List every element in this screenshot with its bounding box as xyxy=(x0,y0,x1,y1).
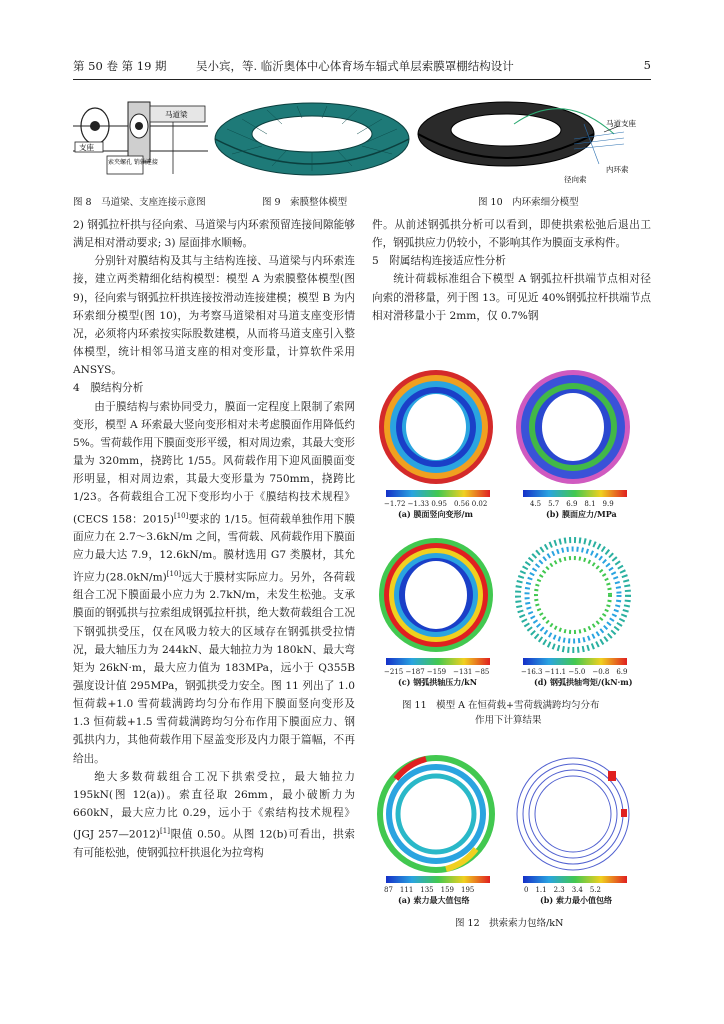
figure-12-caption: 图 12 拱索索力包络/kN xyxy=(455,918,564,929)
paragraph: 由于膜结构与索协同受力，膜面一定程度上限制了索网变形，模型 A 环索最大竖向变形相对未考虑膜面作用降低约 5%。雪荷载作用下膜面变形平缓，相对周边索，其最大变形量为 320mm，挠跨比 1/55。风荷载作用下迎风面膜面变形明显，相对周边索，其最大变形量为 750mm，挠跨比 1/23。各荷载组合工况下变形均小于《膜结构技术规程》(CECS 158：2015)[10]要求的 1/15。恒荷载单独作用下膜面应力在 2.7～3.6kN/m 之间，雪荷载、风荷载作用下膜面应力最大达 7.9，12.6kN/m。膜材选用 G7 类膜材，其允许应力(28.0kN/m)[10]远大于膜材实际应力。另外，各荷载组合工况下膜面最小应力为 2.7kN/m，未发生松弛。支承膜面的钢弧拱与拉索组成钢弧拉杆拱，绝大数荷载组合工况下钢弧拱受压，仅在风吸力较大的区域存在钢弧拱受拉情况，最大轴压力为 244kN、最大轴拉力为 180kN、最大弯矩为 26kN·m，最大应力值为 183MPa，远小于 Q355B 强度设计值 295MPa，钢弧拱受力安全。图 11 列出了 1.0 恒荷载+1.0 雪荷载满跨均匀分布作用下膜面竖向变形及 1.3 恒荷载+1.5 雪荷载满跨均匀分布作用下膜面应力、钢弧拱内力，其他荷载作用下屋盖变形及内力限于篇幅，不再给出。 xyxy=(73,400,355,765)
fig11b-ticks: 4.5 5.7 6.9 8.1 9.9 xyxy=(530,500,614,508)
figure-8-diagram xyxy=(73,96,208,176)
fig11d-ticks: −16.3 −11.1 −5.0 −0.8 6.9 xyxy=(521,668,628,676)
left-column xyxy=(73,216,355,862)
fig11b-label: (b) 膜面应力/MPa xyxy=(546,509,617,519)
fig12b-envelope xyxy=(513,754,633,874)
fig8-label-support: 支座 xyxy=(79,143,94,152)
figure-8-caption: 图 8 马道梁、支座连接示意图 xyxy=(73,197,206,208)
paragraph: 件。从前述钢弧拱分析可以看到，即使拱索松弛后退出工作，钢弧拱应力仍较小，不影响其作为膜面支承构件。 xyxy=(372,219,651,250)
fig8-label-beam: 马道梁 xyxy=(165,110,188,119)
fig12a-envelope xyxy=(376,754,496,874)
fig11c-contour xyxy=(376,536,496,654)
paragraph: 2) 钢弧拉杆拱与径向索、马道梁与内环索预留连接间隙能够满足相对滑动要求; 3) 屋面排水顺畅。 xyxy=(73,219,355,250)
fig10-label-support: 马道支座 xyxy=(606,119,636,128)
running-header xyxy=(73,58,651,78)
figure-11-caption-1: 图 11 模型 A 在恒荷载+雪荷载满跨均匀分布 xyxy=(402,700,600,711)
section-heading-4: 4 膜结构分析 xyxy=(73,382,144,395)
fig10-label-radial: 径向索 xyxy=(564,175,587,184)
right-column xyxy=(372,216,651,325)
figure-9-caption: 图 9 索膜整体模型 xyxy=(262,197,348,208)
fig11d-label: (d) 钢弧拱轴弯矩/(kN·m) xyxy=(534,677,633,687)
running-title: 吴小宾，等. 临沂奥体中心体育场车辐式单层索膜罩棚结构设计 xyxy=(196,59,514,73)
paragraph: 统计荷载标准组合下模型 A 钢弧拉杆拱端节点相对径向索的滑移量，列于图 13。可见近 40%钢弧拉杆拱端节点相对滑移量小于 2mm，仅 0.7%钢 xyxy=(372,273,651,322)
fig11b-contour xyxy=(513,368,633,486)
header-rule xyxy=(73,79,651,80)
fig8-label-pin: 索夹螺孔 销轴连接 xyxy=(108,159,158,166)
figure-11-caption-2: 作用下计算结果 xyxy=(475,715,542,726)
fig11c-colorbar xyxy=(386,658,490,665)
paragraph: 绝大多数荷载组合工况下拱索受拉，最大轴拉力 195kN(图 12(a))。索直径取 26mm，最小破断力为 660kN，最大应力比 0.29，远小于《索结构技术规程》(JGJ 257—2012)[1]限值 0.50。从图 12(b)可看出，拱索有可能松弛，使钢弧拉杆拱退化为拉弯构 xyxy=(73,770,355,859)
section-heading-5: 5 附属结构连接适应性分析 xyxy=(372,255,506,268)
fig11a-colorbar xyxy=(386,490,490,497)
fig11a-label: (a) 膜面竖向变形/m xyxy=(398,509,473,519)
figure-10-model xyxy=(414,94,651,184)
fig12a-label: (a) 索力最大值包络 xyxy=(398,895,470,905)
fig11c-label: (c) 钢弧拱轴压力/kN xyxy=(398,677,478,687)
fig12a-colorbar xyxy=(386,876,490,883)
figure-9-model xyxy=(212,94,412,184)
figure-10-caption: 图 10 内环索细分模型 xyxy=(478,197,579,208)
fig12b-ticks: 0 1.1 2.3 3.4 5.2 xyxy=(524,886,601,894)
citation: [1] xyxy=(160,827,170,836)
fig12b-label: (b) 索力最小值包络 xyxy=(540,895,612,905)
fig11c-ticks: −215 −187 −159 −131 −85 xyxy=(384,668,490,676)
page-number: 5 xyxy=(643,58,651,72)
fig12b-colorbar xyxy=(523,876,627,883)
citation: [10] xyxy=(173,511,189,520)
fig11d-contour xyxy=(513,536,633,654)
fig11a-contour xyxy=(376,368,496,486)
citation: [10] xyxy=(166,569,182,578)
journal-issue: 第 50 卷 第 19 期 xyxy=(73,59,167,73)
fig11d-colorbar xyxy=(523,658,627,665)
fig11a-ticks: −1.72 −1.33 0.95 0.56 0.02 xyxy=(384,500,488,508)
fig11b-colorbar xyxy=(523,490,627,497)
fig12a-ticks: 87 111 135 159 195 xyxy=(384,886,475,894)
paragraph: 分别针对膜结构及其与主结构连接、马道梁与内环索连接，建立两类精细化结构模型：模型 A 为索膜整体模型(图 9)，径向索与钢弧拉杆拱连接按滑动连接建模；模型 B 为内环索细分模型(图 10)，为考察马道梁相对马道支座变形情况，必须将内环索按实际股数建模，从而将马道支座引入整体模型，统计相邻马道支座的相对变形量，计算软件采用 ANSYS。 xyxy=(73,255,355,377)
fig10-label-ring: 内环索 xyxy=(606,165,629,174)
